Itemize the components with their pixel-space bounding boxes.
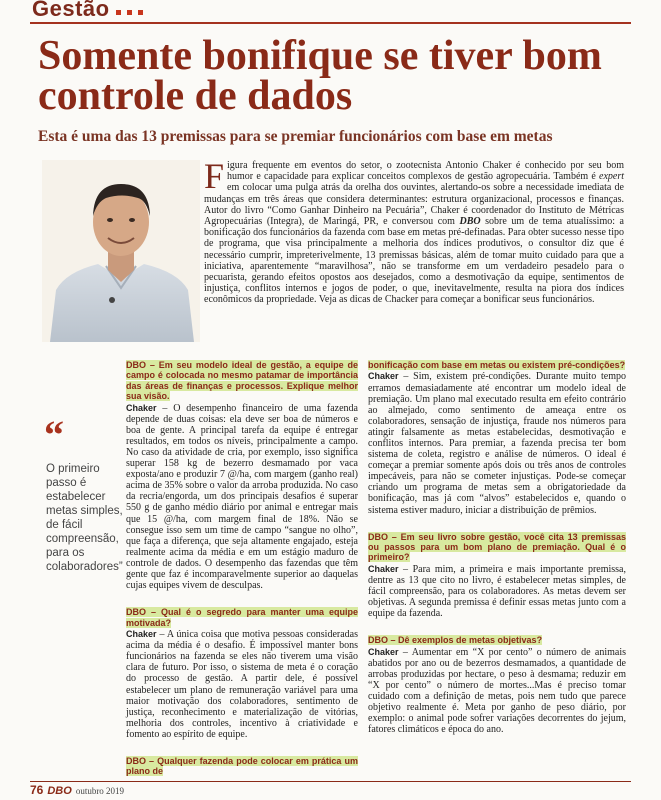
drop-cap: F bbox=[204, 156, 225, 196]
subhead: Esta é uma das 13 premissas para se premiar funcionários com base em metas bbox=[38, 128, 553, 145]
page-footer bbox=[30, 783, 124, 797]
square-icon bbox=[116, 10, 121, 15]
square-icon bbox=[138, 10, 143, 15]
article-column-1 bbox=[126, 360, 358, 778]
page-number: 76 bbox=[30, 783, 44, 797]
answer: Chaker – Para mim, a primeira e mais importante premissa, dentre as 13 que cito no livro, é estabelecer metas simples, de fácil compreensão, para os colaboradores. As metas devem ser objetivas. A segunda premissa é definir essas metas junto com a equipe da fazenda. bbox=[368, 563, 626, 620]
question: DBO – Em seu livro sobre gestão, você cita 13 premissas ou passos para um bom plano de premiação. Qual é o primeiro? bbox=[368, 531, 626, 563]
headline: Somente bonifique se tiver bom controle de dados bbox=[38, 33, 602, 119]
portrait-illustration bbox=[42, 160, 200, 342]
magazine-name: DBO bbox=[47, 785, 72, 797]
answer: Chaker – Aumentar em “X por cento” o número de animais abatidos por ano ou de bezerros desmamados, a quantidade de arrobas produzidas por hectare, o peso à desmama; reduzir em “X por cento” o número de mortes...Mas é preciso tomar cuidado com a definição de metas, pois nem tudo que parece objetivo realmente é. Meta por ganho de peso diário, por exemplo: o animal pode sofrer variações decorrentes do jejum, fatores climáticos e época do ano. bbox=[368, 646, 626, 736]
question: DBO – Qual é o segredo para manter uma equipe motivada? bbox=[126, 607, 358, 628]
article-column-2 bbox=[368, 360, 626, 739]
answer: Chaker – O desempenho financeiro de uma fazenda depende de duas coisas: ela deve ser boa de números e boa de gente. A principal tarefa da equipe é entregar resultados, em todos os níveis, principalmente a campo. No caso da atividade de cria, por exemplo, isso significa superar 158 kg de bezerro desmamado por vaca exposta/ano e produzir 7 @/ha, com margem (ganho real) acima de 35% sobre o valor da arroba produzida. No caso da recria/engorda, um dos principais desafios é superar 550 g de ganho médio diário por animal e entregar mais que 15 @/ha, com margem final de 18%. Não se consegue isso sem um time de campo “sangue no olho”, que faça a diferença, que seja altamente engajado, esteja realmente acima da média e em um estágio maduro de controle de dados. O desempenho das fazendas que têm gente que faz é incomparavelmente superior ao daquelas cujas equipes vivem de desculpas. bbox=[126, 402, 358, 592]
question: DBO – Qualquer fazenda pode colocar em prática um plano de bbox=[126, 755, 358, 777]
question: bonificação com base em metas ou existem pré-condições? bbox=[368, 360, 626, 370]
footer-divider bbox=[30, 781, 631, 782]
header-divider bbox=[30, 22, 631, 24]
square-icon bbox=[127, 10, 132, 15]
answer: Chaker – Sim, existem pré-condições. Durante muito tempo erramos demasiadamente até encontrar um modelo ideal de premiação. Um plano mal executado resulta em efeito contrário ao almejado, como sentimento de ameaça entre os colaboradores, sensação de injustiça, fraude nos números para atingir falsamente as metas estabelecidas, desmotivação e conflitos internos. Para premiar, a fazenda precisa ter bom sistema de coleta, registro e análise de números. O ideal é começar a premiar somente após dois ou três anos de controles impecáveis, para não se cometer injustiças. Pode-se começar criando um programa de metas sem a obrigatoriedade da bonificação, mas já com “alvos” estabelecidos e, quando o sistema estiver maduro, iniciar a distribuição de prêmios. bbox=[368, 371, 626, 516]
section-label: Gestão bbox=[32, 0, 110, 21]
pull-quote: O primeiro passo é estabelecer metas simples, de fácil compreensão, para os colaboradores” bbox=[46, 463, 123, 573]
issue-date: outubro 2019 bbox=[75, 786, 125, 796]
answer: Chaker – A única coisa que motiva pessoas consideradas acima da média é o desafio. É impossível manter bons funcionários na fazenda se eles não tiverem uma visão clara de futuro. Por isso, o sistema de meta é o coração do processo de gestão. A partir dele, é possível estabelecer um plano de remuneração variável para uma maior motivação dos colaboradores, sentimento de justiça, reconhecimento e materialização de vitórias, melhoria dos controles, incentivo à criatividade e fomento ao espírito de equipe. bbox=[126, 629, 358, 740]
question: DBO – Dê exemplos de metas objetivas? bbox=[368, 635, 543, 646]
intro-paragraph: Figura frequente em eventos do setor, o zootecnista Antonio Chaker é conhecido por seu bom humor e capacidade para explicar conceitos complexos de gestão agropecuária. Também é expert em colocar uma pulga atrás da orelha dos ouvintes, alertando-os sobre a necessidade imediata de mudanças em três áreas que considera determinantes: estrutura organizacional, processos e finanças. Autor do livro “Como Ganhar Dinheiro na Pecuária”, Chaker é coordenador do Instituto de Métricas Agropecuárias (Integra), de Maringá, PR, e conversou com DBO sobre um de tema atualíssimo: a bonificação dos funcionários da fazenda com base em metas pré-definadas. Para obter sucesso nesse tipo de programa, que visa principalmente a melhoria dos índices produtivos, o consultor diz que é necessário cumprir, impreterivelmente, 13 premissas básicas, além de tomar muito cuidado para que a iniciativa, aparentemente “maravilhosa”, não se transforme em um verdadeiro pesadelo para o pecuarista, gerando efeitos opostos aos desejados, como a desmotivação da equipe, sentimentos de injustiça, conflitos internos e jogos de poder, o que, inevitavelmente, resulta na piora dos índices econômicos da propriedade. Veja as dicas de Chacker para começar a bonificar seus funcionários. bbox=[204, 156, 624, 306]
portrait-photo bbox=[42, 160, 200, 342]
quote-mark-icon: “ bbox=[44, 412, 64, 457]
section-tag bbox=[32, 0, 143, 24]
question: DBO – Em seu modelo ideal de gestão, a equipe de campo é colocada no mesmo patamar de importância das áreas de finanças e processos. Explique melhor sua visão. bbox=[126, 360, 358, 402]
